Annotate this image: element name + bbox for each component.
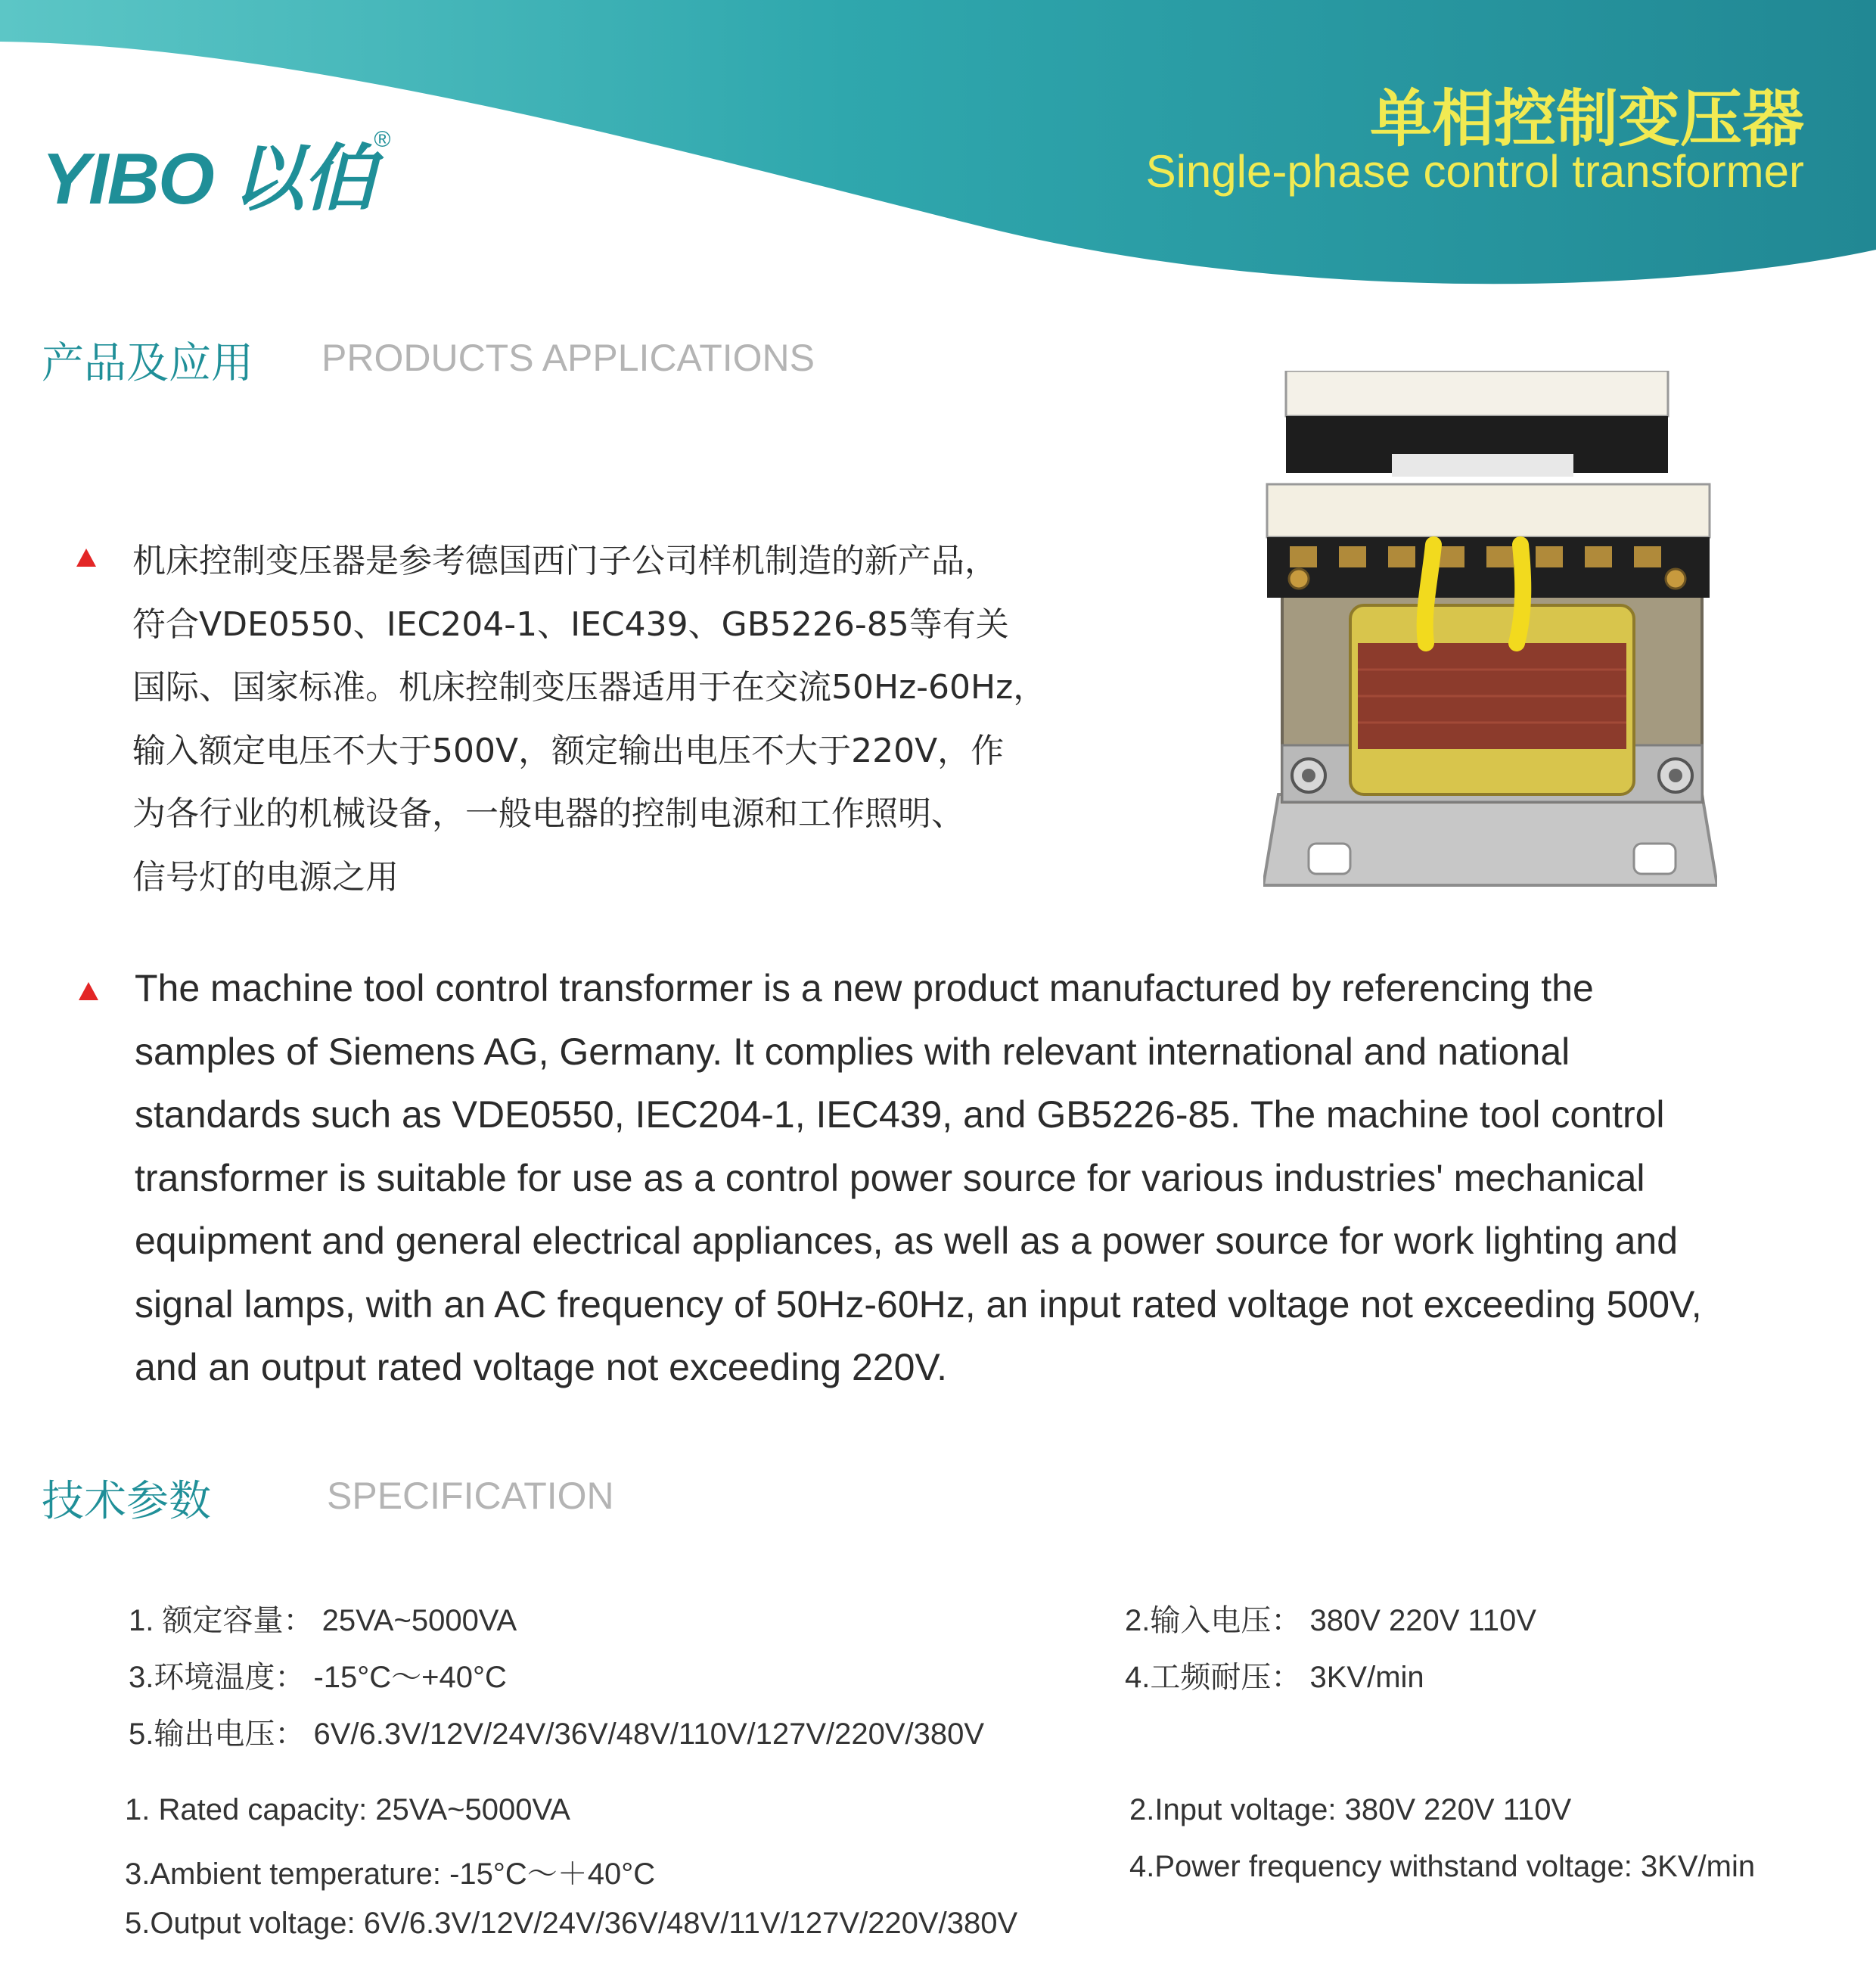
spec-item-withstand-voltage-cn: 4.工频耐压： 3KV/min xyxy=(1125,1661,1424,1694)
bullet-triangle-icon xyxy=(79,982,98,1000)
brand-logo xyxy=(42,121,389,225)
section-title-specification-cn: 技术参数 xyxy=(42,1477,211,1526)
paragraph-line: The machine tool control transformer is a new product manufactured by referencing the xyxy=(135,967,1594,1009)
paragraph-line: 为各行业的机械设备，一般电器的控制电源和工作照明、 xyxy=(132,794,964,833)
applications-paragraph-en xyxy=(135,957,1829,1400)
paragraph-line: standards such as VDE0550, IEC204-1, IEC439, and GB5226-85. The machine tool control xyxy=(135,1093,1665,1136)
paragraph-line: 信号灯的电源之用 xyxy=(132,857,399,897)
paragraph-line: 符合VDE0550、IEC204-1、IEC439、GB5226-85等有关 xyxy=(132,605,1009,644)
paragraph-line: 输入额定电压不大于500V，额定输出电压不大于220V，作 xyxy=(132,731,1005,770)
bullet-triangle-icon xyxy=(76,549,96,567)
spec-item-output-voltage-cn: 5.输出电压： 6V/6.3V/12V/24V/36V/48V/110V/127V/220V/380V xyxy=(129,1717,985,1751)
page-title-cn: 单相控制变压器 xyxy=(1369,83,1804,155)
spec-item-output-voltage-en: 5.Output voltage: 6V/6.3V/12V/24V/36V/48V/11V/127V/220V/380V xyxy=(125,1907,1018,1940)
page-title-en: Single-phase control transformer xyxy=(1145,146,1804,197)
spec-item-input-voltage-en: 2.Input voltage: 380V 220V 110V xyxy=(1129,1793,1572,1826)
spec-item-input-voltage-cn: 2.输入电压： 380V 220V 110V xyxy=(1125,1604,1536,1637)
spec-item-ambient-temperature-cn: 3.环境温度： -15°C～+40°C xyxy=(129,1661,507,1694)
section-title-applications-cn: 产品及应用 xyxy=(42,339,253,388)
transformer-product-image xyxy=(1263,371,1717,893)
paragraph-line: samples of Siemens AG, Germany. It complies with relevant international and national xyxy=(135,1030,1570,1073)
spec-item-rated-capacity-en: 1. Rated capacity: 25VA~5000VA xyxy=(125,1793,570,1826)
paragraph-line: 机床控制变压器是参考德国西门子公司样机制造的新产品， xyxy=(132,542,998,580)
spec-item-ambient-temperature-en: 3.Ambient temperature: -15°C～＋40°C xyxy=(125,1857,656,1891)
registered-mark: ® xyxy=(374,127,390,152)
brand-name: YIBO 以伯 xyxy=(42,138,374,219)
spec-item-rated-capacity-cn: 1. 额定容量： 25VA~5000VA xyxy=(129,1604,517,1637)
applications-paragraph-cn xyxy=(132,530,1191,909)
section-title-specification-en: SPECIFICATION xyxy=(327,1475,614,1517)
section-title-applications-en: PRODUCTS APPLICATIONS xyxy=(321,337,815,379)
paragraph-line: signal lamps, with an AC frequency of 50Hz-60Hz, an input rated voltage not exceeding 500V, xyxy=(135,1282,1702,1326)
spec-item-withstand-voltage-en: 4.Power frequency withstand voltage: 3KV/min xyxy=(1129,1850,1756,1883)
paragraph-line: equipment and general electrical appliances, as well as a power source for work lighting and xyxy=(135,1220,1679,1262)
paragraph-line: transformer is suitable for use as a control power source for various industries' mechanical xyxy=(135,1156,1645,1199)
paragraph-line: and an output rated voltage not exceeding 220V. xyxy=(135,1346,948,1388)
paragraph-line: 国际、国家标准。机床控制变压器适用于在交流50Hz-60Hz， xyxy=(132,668,1047,707)
